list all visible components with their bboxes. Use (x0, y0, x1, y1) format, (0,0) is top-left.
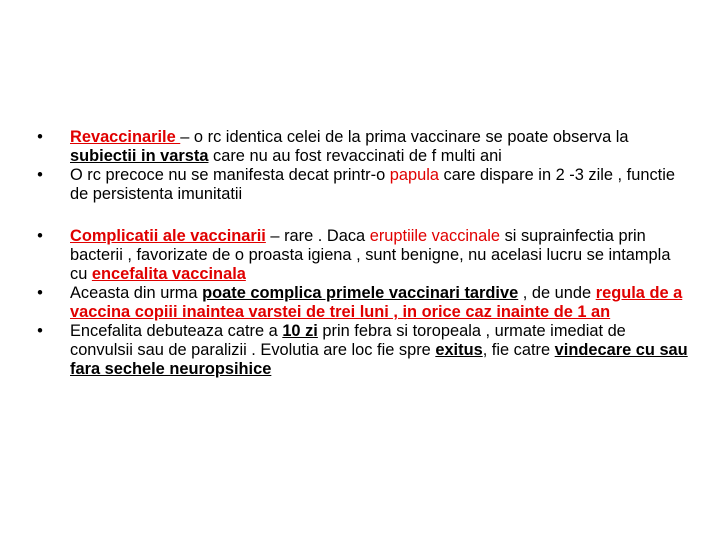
term-vaccinari-tardive: poate complica primele vaccinari tardive (202, 284, 519, 302)
text-segment: O rc precoce nu se manifesta decat printr-o (70, 166, 390, 184)
text-segment: care nu au fost revaccinati de f multi ani (208, 147, 502, 165)
text-segment: Encefalita debuteaza catre a (70, 322, 283, 340)
bullet-marker: • (37, 166, 43, 184)
term-revaccinarile: Revaccinarile (70, 128, 181, 146)
bullet-marker: • (37, 322, 43, 340)
term-eruptiile-vaccinale: eruptiile vaccinale (369, 227, 501, 245)
bullet-text (70, 322, 688, 378)
bullet-text (70, 166, 675, 203)
text-segment: – o rc identica celei de la prima vaccinare se poate observa la (180, 128, 629, 146)
text-segment: , de unde (518, 284, 596, 302)
term-10-zi: 10 zi (282, 322, 318, 340)
term-vindecare: vindecare cu sau fara sechele neuropsihice (70, 341, 688, 378)
bullet-revaccinarile (30, 128, 692, 166)
term-encefalita-vaccinala: encefalita vaccinala (91, 265, 246, 283)
bullet-text (70, 227, 670, 283)
bullet-rc-precoce (30, 166, 692, 204)
group-spacer (30, 204, 692, 227)
term-subiectii-in-varsta: subiectii in varsta (70, 147, 209, 165)
bullet-list (30, 128, 692, 379)
bullet-marker: • (37, 284, 43, 302)
text-segment: , fie catre (482, 341, 555, 359)
text-segment: care dispare in 2 -3 zile , functie de persistenta imunitatii (70, 166, 675, 203)
bullet-encefalita (30, 322, 692, 379)
text-segment: si suprainfectia prin bacterii , favorizate de o proasta igiena , sunt benigne, nu acelasi lucru se intampla cu (70, 227, 671, 283)
bullet-marker: • (37, 227, 43, 245)
term-papula: papula (389, 166, 439, 184)
bullet-complicatii (30, 227, 692, 284)
text-segment: prin febra si toropeala , urmate imediat de convulsii sau de paralizii . Evolutia are loc fie spre (70, 322, 626, 359)
bullet-marker: • (37, 128, 43, 146)
term-complicatii-ale-vaccinarii: Complicatii ale vaccinarii (70, 227, 266, 245)
text-segment: – rare . Daca (265, 227, 370, 245)
bullet-text (70, 284, 682, 321)
bullet-text (70, 128, 629, 165)
bullet-aceasta (30, 284, 692, 322)
term-exitus: exitus (435, 341, 483, 359)
term-regula-de-vaccinare: regula de a vaccina copiii inaintea varstei de trei luni , in orice caz inainte de 1 an (70, 284, 683, 321)
text-segment: Aceasta din urma (70, 284, 203, 302)
